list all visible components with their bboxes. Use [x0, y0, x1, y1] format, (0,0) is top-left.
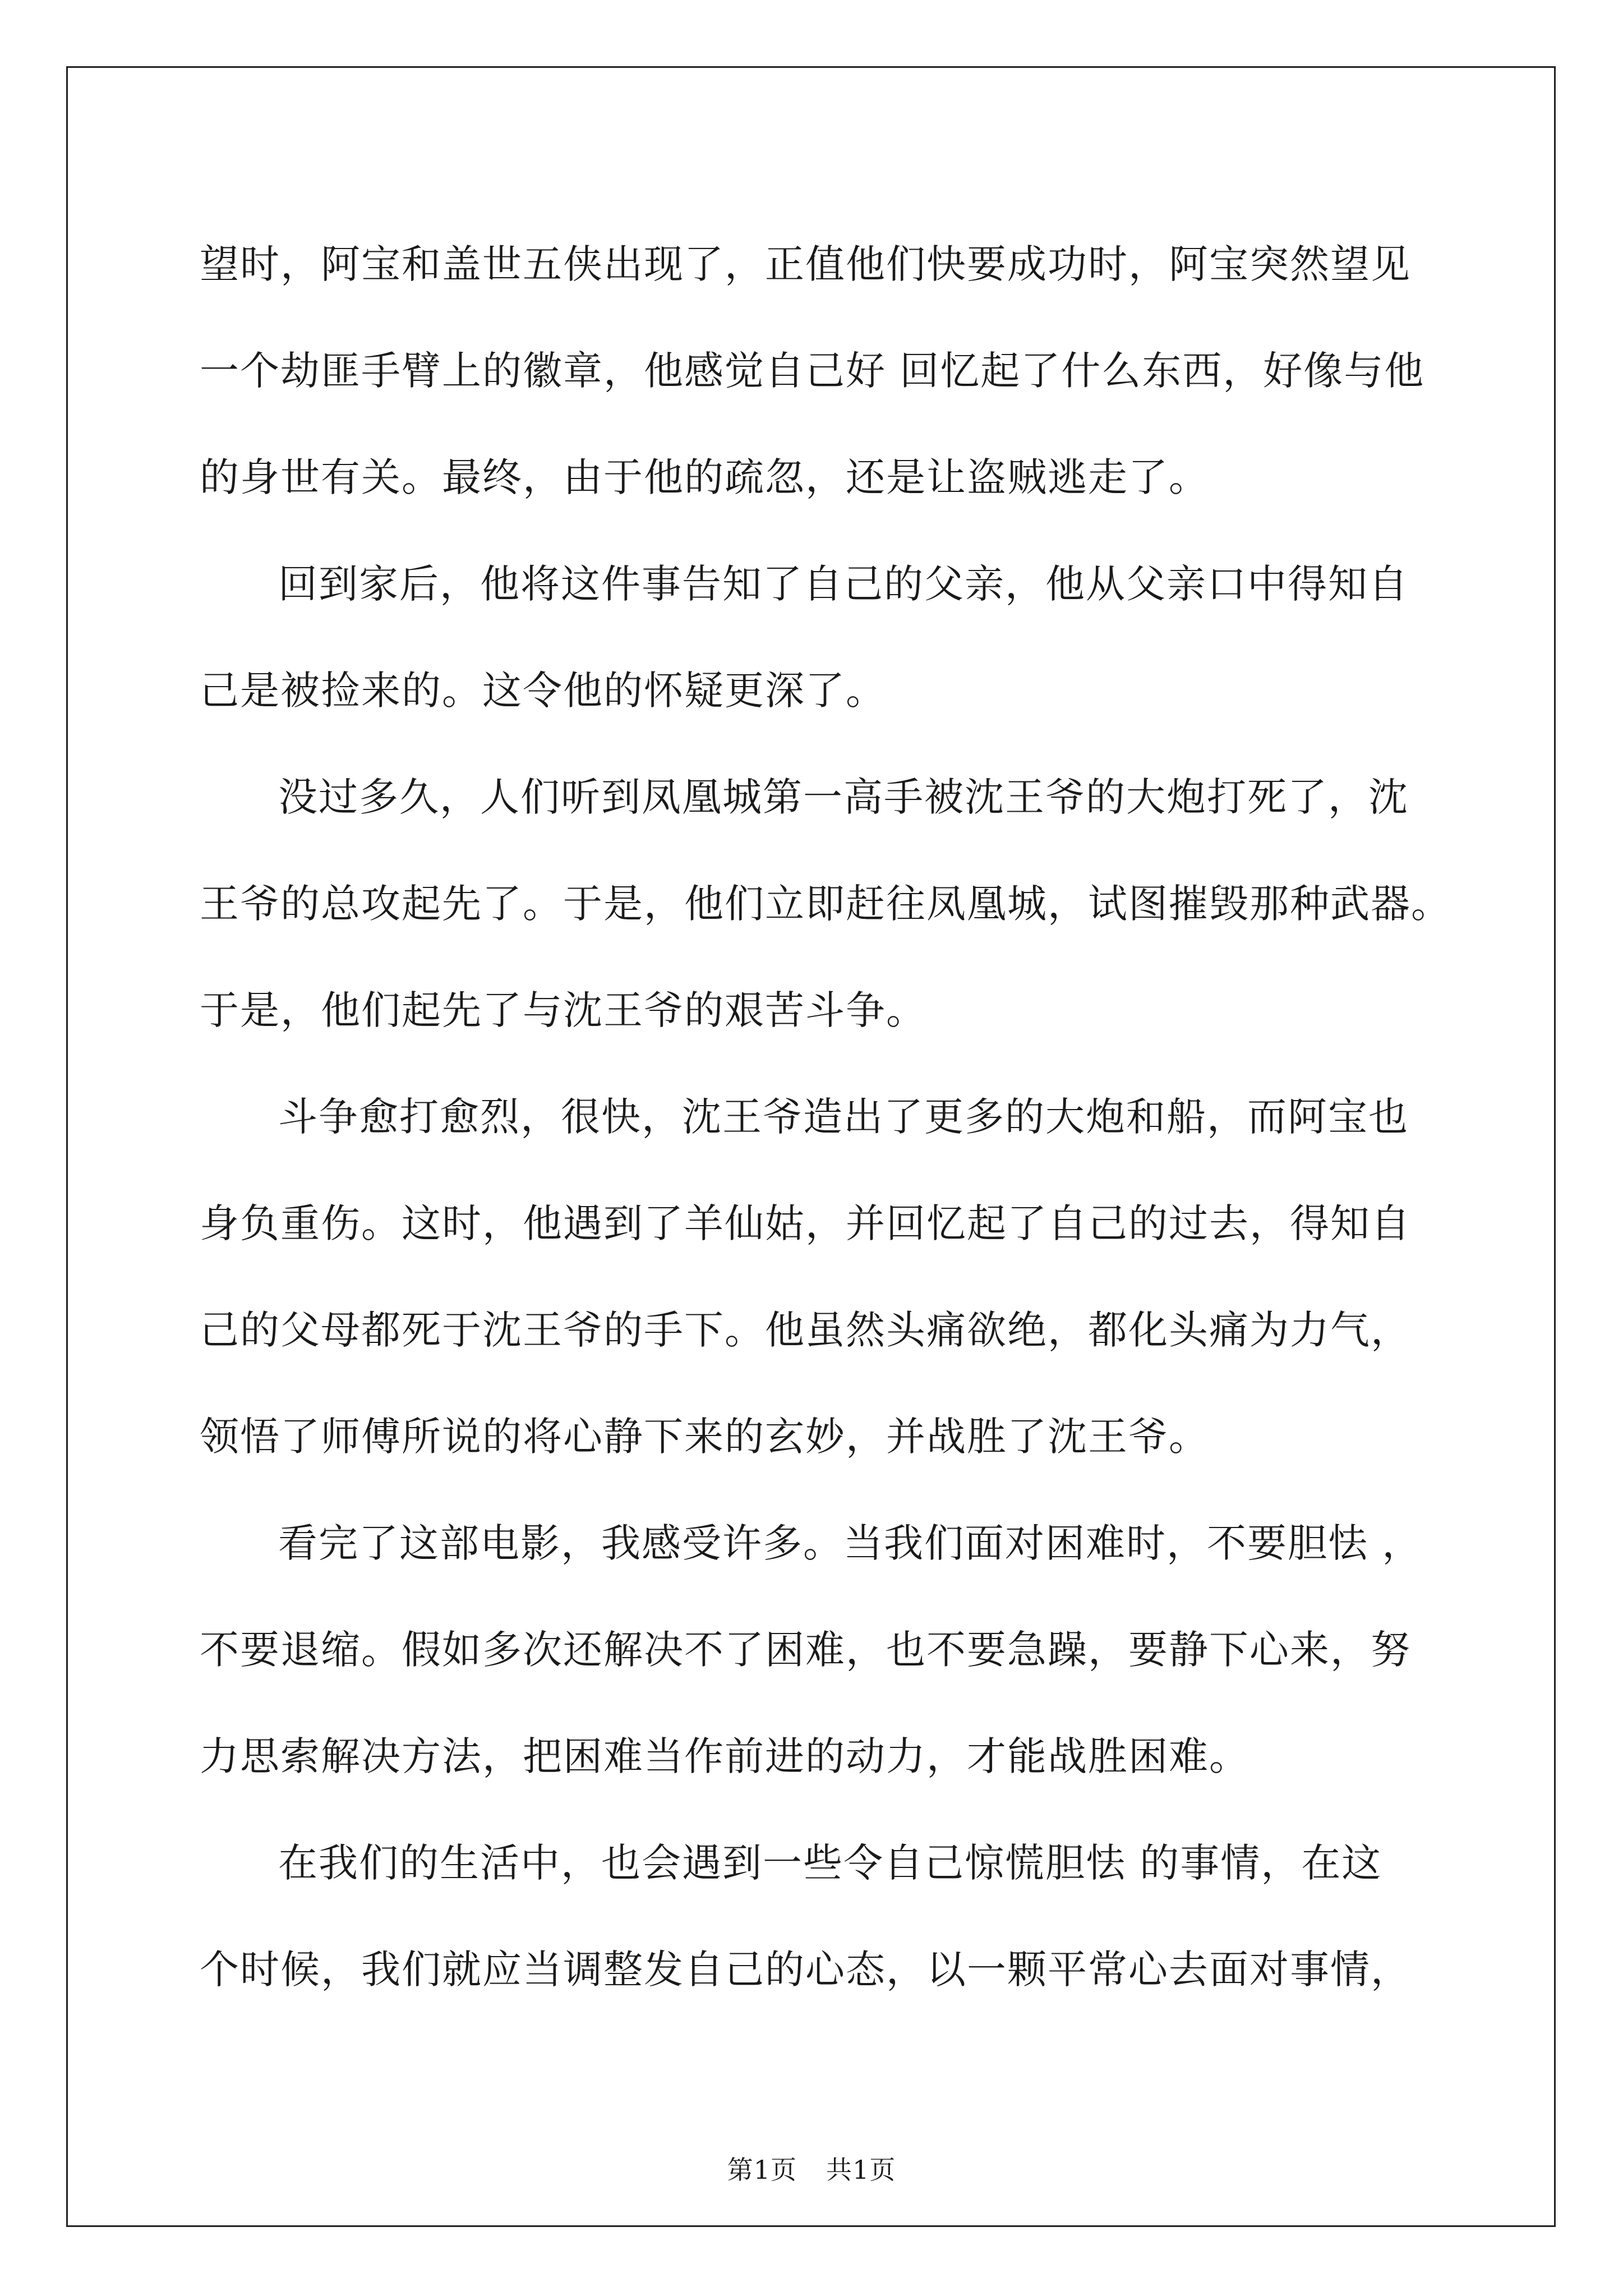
text-line: 己是被捡来的。这令他的怀疑更深了。 — [200, 668, 886, 714]
paragraph-4 — [200, 1064, 1433, 1490]
text-line: 在我们的生活中，也会遇到一些令自己惊慌胆怯 的事情，在这 — [278, 1840, 1382, 1886]
paragraph-3 — [200, 744, 1451, 1064]
page-total: 共1页 — [826, 2155, 896, 2185]
page-number: 第1页 — [727, 2155, 797, 2185]
text-line: 个时候，我们就应当调整发自己的心态，以一颗平常心去面对事情， — [200, 1947, 1411, 1993]
text-line: 力思索解决方法，把困难当作前进的动力，才能战胜困难。 — [200, 1733, 1249, 1779]
body-text — [200, 211, 1451, 2023]
text-line: 不要退缩。假如多次还解决不了困难，也不要急躁，要静下心来，努 — [200, 1627, 1411, 1673]
text-line: 看完了这部电影，我感受许多。当我们面对困难时，不要胆怯 ， — [278, 1520, 1423, 1566]
text-line: 斗争愈打愈烈，很快，沈王爷造出了更多的大炮和船，而阿宝也 — [278, 1094, 1409, 1140]
text-line: 于是，他们起先了与沈王爷的艰苦斗争。 — [200, 987, 926, 1033]
text-line: 一个劫匪手臂上的徽章，他感觉自己好 回忆起了什么东西，好像与他 — [200, 348, 1425, 394]
paragraph-5 — [200, 1490, 1433, 1810]
paragraph-2 — [200, 531, 1433, 744]
paragraph-6 — [200, 1810, 1433, 2023]
text-line: 望时，阿宝和盖世五侠出现了，正值他们快要成功时，阿宝突然望见 — [200, 241, 1411, 287]
text-line: 王爷的总攻起先了。于是，他们立即赶往凤凰城，试图摧毁那种武器。 — [200, 881, 1451, 927]
paragraph-1 — [200, 211, 1433, 531]
page-footer — [0, 2153, 1623, 2187]
text-line: 身负重伤。这时，他遇到了羊仙姑，并回忆起了自己的过去，得知自 — [200, 1200, 1411, 1246]
text-line: 领悟了师傅所说的将心静下来的玄妙，并战胜了沈王爷。 — [200, 1414, 1209, 1460]
text-line: 回到家后，他将这件事告知了自己的父亲，他从父亲口中得知自 — [278, 561, 1409, 607]
text-line: 己的父母都死于沈王爷的手下。他虽然头痛欲绝，都化头痛为力气， — [200, 1307, 1411, 1353]
text-line: 的身世有关。最终，由于他的疏忽，还是让盗贼逃走了。 — [200, 454, 1209, 500]
text-line: 没过多久，人们听到凤凰城第一高手被沈王爷的大炮打死了，沈 — [278, 774, 1409, 820]
